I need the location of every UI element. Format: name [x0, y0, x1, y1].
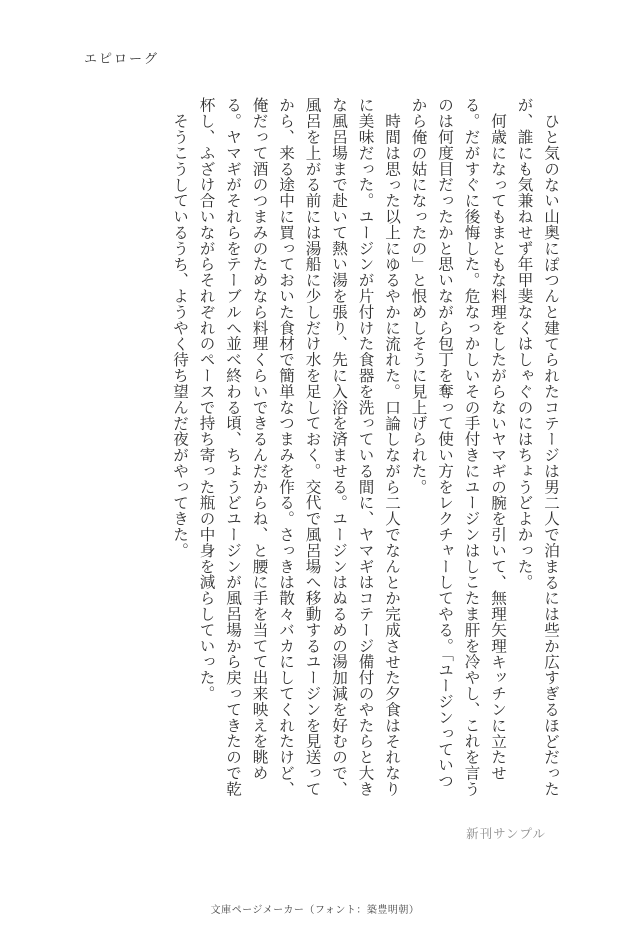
paragraph: ひと気のない山奥にぽつんと建てられたコテージは男二人で泊まるには些か広すぎるほどだったが、誰にも気兼ねせず年甲斐なくはしゃぐのにはちょうどよかった。	[515, 97, 560, 797]
paragraph: そうこうしているうち、ようやく待ち望んだ夜がやってきた。	[171, 112, 189, 558]
page-footer: 文庫ページメーカー（フォント：築豊明朝）	[210, 905, 420, 916]
sample-label: 新刊サンプル	[466, 826, 546, 841]
chapter-title: エピローグ	[84, 52, 160, 67]
paragraph: 何歳になってもまともな料理をしたがらないヤマギの腕を引いて、無理矢理キッチンに立たせる。だがすぐに後悔した。危なっかしいその手付きにユージンはしこたま肝を冷やし、これを言うのは何度目だったかと思いながら包丁を奪って使い方をレクチャーしてやる。「ユージンっていつから俺の姑になったの」と恨めしそうに見上げられた。	[409, 97, 507, 797]
body-text	[84, 97, 564, 801]
paragraph: 時間は思った以上にゆるやかに流れた。口論しながら二人でなんとか完成させた夕食はそれなりに美味だった。ユージンが片付けた食器を洗っている間に、ヤマギはコテージ備付のやたらと大きな風呂場まで赴いて熱い湯を張り、先に入浴を済ませる。ユージンはぬるめの湯加減を好むので、風呂を上がる前には湯船に少しだけ水を足しておく。交代で風呂場へ移動するユージンを見送ってから、来る途中に買っておいた食材で簡単なつまみを作る。さっきは散々バカにしてくれたけど、俺だって酒のつまみのためなら料理くらいできるんだからね、と腰に手を当てて出来映えを眺める。ヤマギがそれらをテーブルへ並べ終わる頃、ちょうどユージンが風呂場から戻ってきたので乾杯し、ふざけ合いながらそれぞれのペースで持ち寄った瓶の中身を減らしていった。	[197, 97, 401, 797]
